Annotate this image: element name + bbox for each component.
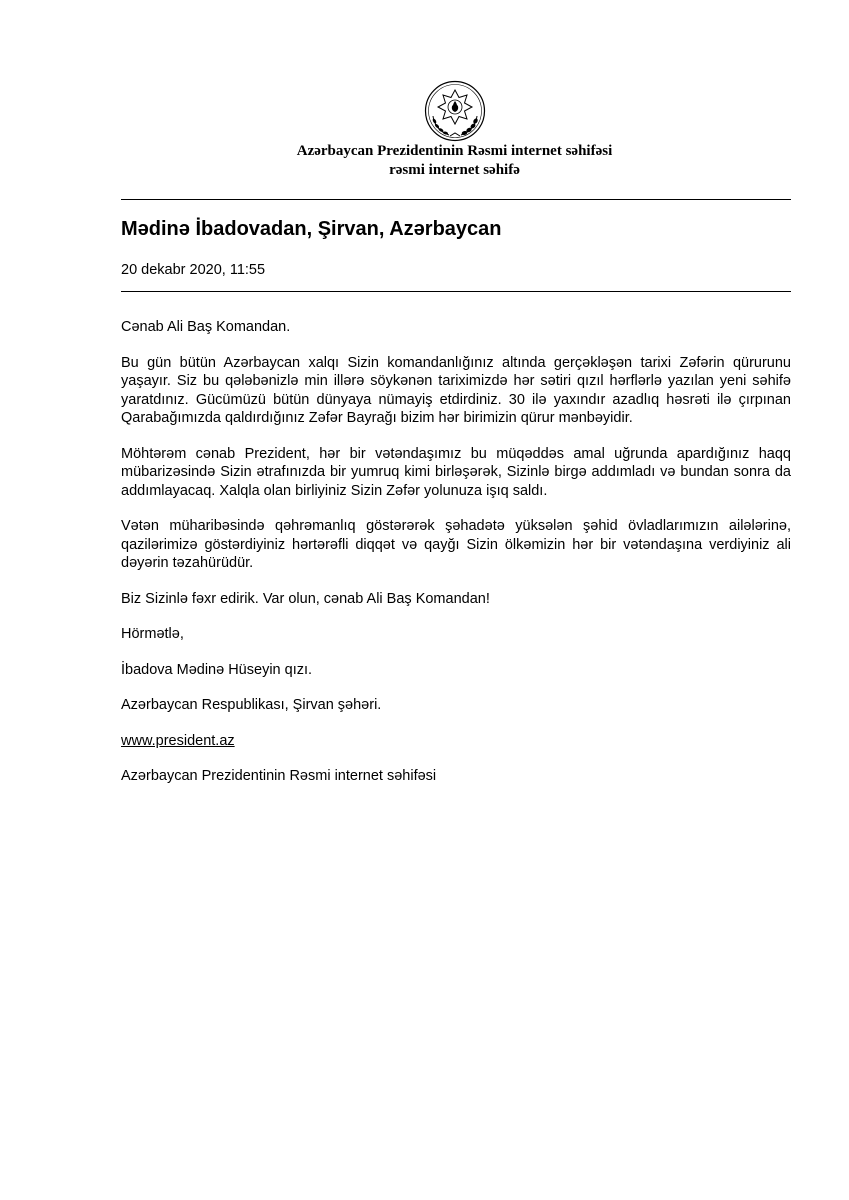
site-subtitle: rəsmi internet səhifə (389, 162, 520, 178)
signature-place: Azərbaycan Respublikası, Şirvan şəhəri. (121, 697, 382, 713)
letter-paragraph: Vətən müharibəsində qəhrəmanlıq göstərərək şəhadətə yüksələn şəhid övladlarımızın ailələrinə, qazilərimizə göstərdiyiniz hərtərəfli diqqət və qayğı Sizin ölkəmizin hər bir vətəndaşına verdiyiniz ali dəyərin təzahürüdür. (121, 518, 791, 571)
letter-body (121, 318, 791, 803)
article-headline: Mədinə İbadovadan, Şirvan, Azərbaycan (121, 218, 502, 240)
footer-source: Azərbaycan Prezidentinin Rəsmi internet səhifəsi (121, 768, 437, 784)
letter-paragraph: Biz Sizinlə fəxr edirik. Var olun, cənab Ali Baş Komandan! (121, 590, 490, 607)
azerbaijan-state-emblem-icon (424, 80, 486, 142)
letter-greeting: Cənab Ali Baş Komandan. (121, 319, 291, 335)
divider-bottom (121, 291, 791, 292)
letter-paragraph: Möhtərəm cənab Prezident, hər bir vətəndaşımız bu müqəddəs amal uğrunda apardığınız haqq mübarizəsində Sizin ətrafınızda bir yumruq kimi birləşərək, Sizinlə birgə addımladı və bundan sonra da addımlayacaq. Xalqla olan birliyiniz Sizin Zəfər yolunuza işıq saldı. (121, 445, 791, 499)
article-date: 20 dekabr 2020, 11:55 (121, 262, 266, 278)
site-title: Azərbaycan Prezidentinin Rəsmi internet səhifəsi (296, 143, 613, 159)
letter-paragraph: Bu gün bütün Azərbaycan xalqı Sizin komandanlığınız altında gerçəkləşən tarixi Zəfərin qürurunu yaşayır. Siz bu qələbənizlə min illərə söykənən tariximizdə hər sətiri qızıl hərflərlə yazılan yeni səhifə yaratdınız. Gücümüzü bütün dünyaya nümayiş etdirdiniz. 30 ilə yaxındır azadlıq həsrəti ilə çırpınan Qarabağımızda qaldırdığınız Zəfər Bayrağı bizim hər birimizin qürur mənbəyidir. (121, 354, 791, 426)
signature-name: İbadova Mədinə Hüseyin qızı. (121, 661, 313, 678)
letter-closing: Hörmətlə, (121, 626, 184, 642)
president-site-link[interactable]: www.president.az (121, 732, 235, 749)
divider-top (121, 199, 791, 200)
